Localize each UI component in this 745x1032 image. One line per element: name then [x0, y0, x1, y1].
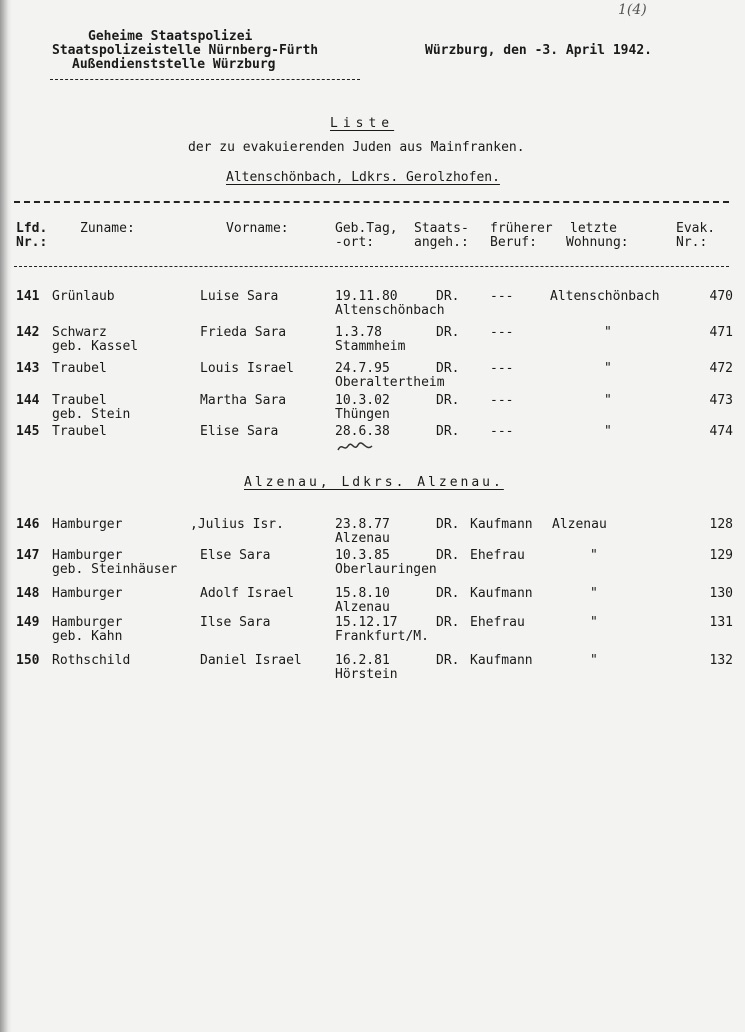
row-gebort: Alzenau	[335, 531, 390, 546]
row-zuname: Rothschild	[52, 653, 131, 668]
row-gebtag: 10.3.85	[335, 548, 390, 563]
row-zuname: Traubel	[52, 393, 107, 408]
row-wohnung: "	[590, 653, 598, 668]
section1-heading: Altenschönbach, Ldkrs. Gerolzhofen.	[226, 170, 500, 185]
row-staats: DR.	[436, 424, 460, 439]
row-staats: DR.	[436, 393, 460, 408]
row-evak: 130	[709, 586, 733, 601]
row-zuname: Grünlaub	[52, 289, 115, 304]
row-beruf: ---	[490, 393, 514, 408]
row-gebort: Oberaltertheim	[335, 375, 445, 390]
row-staats: DR.	[436, 517, 460, 532]
header-line3: Außendienststelle Würzburg	[72, 57, 276, 72]
row-zuname: Hamburger	[52, 548, 123, 563]
row-zuname-geb: geb. Stein	[52, 407, 131, 422]
section2-heading: Alzenau, Ldkrs. Alzenau.	[244, 475, 504, 490]
col-geb-header: Geb.Tag,	[335, 221, 398, 236]
row-zuname-geb: geb. Kassel	[52, 339, 139, 354]
row-nr: 144	[16, 393, 40, 408]
row-wohnung: Alzenau	[552, 517, 607, 532]
row-wohnung: Altenschönbach	[550, 289, 660, 304]
col-staats-header-2: angeh.:	[414, 235, 469, 250]
row-zuname: Hamburger	[52, 586, 123, 601]
row-vorname: Ilse Sara	[200, 615, 271, 630]
row-evak: 471	[709, 325, 733, 340]
header-line2: Staatspolizeistelle Nürnberg-Fürth	[52, 43, 319, 58]
row-gebtag: 24.7.95	[335, 361, 390, 376]
row-gebort: Thüngen	[335, 407, 390, 422]
table-header-rule	[14, 266, 729, 267]
row-wohnung: "	[604, 325, 612, 340]
row-vorname: Luise Sara	[200, 289, 279, 304]
col-zuname-header: Zuname:	[80, 221, 135, 236]
row-beruf: Kaufmann	[470, 517, 533, 532]
row-evak: 474	[709, 424, 733, 439]
row-evak: 131	[709, 615, 733, 630]
row-gebtag: 10.3.02	[335, 393, 390, 408]
row-wohnung: "	[590, 615, 598, 630]
row-zuname: Traubel	[52, 424, 107, 439]
row-zuname: Hamburger	[52, 517, 123, 532]
row-vorname: Else Sara	[200, 548, 271, 563]
col-wohnung-header-2: Wohnung:	[566, 235, 629, 250]
col-lfd-header: Lfd.	[16, 221, 48, 236]
corner-annotation: 1(4)	[618, 2, 647, 18]
document-title: Liste	[330, 116, 395, 131]
row-evak: 472	[709, 361, 733, 376]
row-evak: 470	[709, 289, 733, 304]
row-wohnung: "	[590, 586, 598, 601]
row-evak: 473	[709, 393, 733, 408]
row-vorname: Martha Sara	[200, 393, 287, 408]
row-gebtag: 16.2.81	[335, 653, 390, 668]
col-lfd-header-2: Nr.:	[16, 235, 48, 250]
row-gebort: Stammheim	[335, 339, 406, 354]
document-subtitle: der zu evakuierenden Juden aus Mainfranken.	[188, 140, 525, 155]
header-date: Würzburg, den -3. April 1942.	[425, 43, 652, 58]
row-zuname-geb: geb. Kahn	[52, 629, 123, 644]
header-line1: Geheime Staatspolizei	[88, 29, 253, 44]
handwritten-scribble	[336, 440, 376, 454]
col-evak-header-2: Nr.:	[676, 235, 708, 250]
scan-edge	[0, 0, 12, 1032]
col-beruf-header-2: Beruf:	[490, 235, 537, 250]
row-zuname: Schwarz	[52, 325, 107, 340]
row-beruf: ---	[490, 424, 514, 439]
header-rule	[50, 79, 360, 80]
col-wohnung-header: letzte	[570, 221, 617, 236]
row-nr: 149	[16, 615, 40, 630]
row-vorname: Louis Israel	[200, 361, 294, 376]
row-beruf: ---	[490, 361, 514, 376]
row-wohnung: "	[590, 548, 598, 563]
row-gebort: Oberlauringen	[335, 562, 437, 577]
row-gebort: Altenschönbach	[335, 303, 445, 318]
row-staats: DR.	[436, 548, 460, 563]
col-evak-header: Evak.	[676, 221, 716, 236]
col-staats-header: Staats-	[414, 221, 469, 236]
row-vorname: Frieda Sara	[200, 325, 287, 340]
row-gebtag: 23.8.77	[335, 517, 390, 532]
row-beruf: Ehefrau	[470, 548, 525, 563]
col-beruf-header: früherer	[490, 221, 553, 236]
row-nr: 146	[16, 517, 40, 532]
row-vorname: Daniel Israel	[200, 653, 302, 668]
row-beruf: Kaufmann	[470, 586, 533, 601]
row-zuname: Hamburger	[52, 615, 123, 630]
row-vorname: Elise Sara	[200, 424, 279, 439]
row-zuname: Traubel	[52, 361, 107, 376]
table-top-rule	[14, 201, 729, 203]
col-geb-header-2: -ort:	[335, 235, 375, 250]
row-evak: 129	[709, 548, 733, 563]
row-zuname-geb: geb. Steinhäuser	[52, 562, 178, 577]
row-nr: 150	[16, 653, 40, 668]
row-staats: DR.	[436, 289, 460, 304]
row-vorname: ,Julius Isr.	[190, 517, 284, 532]
row-vorname: Adolf Israel	[200, 586, 294, 601]
row-gebtag: 15.8.10	[335, 586, 390, 601]
row-staats: DR.	[436, 615, 460, 630]
row-nr: 143	[16, 361, 40, 376]
row-wohnung: "	[604, 393, 612, 408]
row-staats: DR.	[436, 653, 460, 668]
row-evak: 128	[709, 517, 733, 532]
col-vorname-header: Vorname:	[226, 221, 289, 236]
row-wohnung: "	[604, 424, 612, 439]
row-staats: DR.	[436, 361, 460, 376]
row-gebort: Alzenau	[335, 600, 390, 615]
row-wohnung: "	[604, 361, 612, 376]
row-gebtag: 1.3.78	[335, 325, 382, 340]
row-gebort: Frankfurt/M.	[335, 629, 429, 644]
row-beruf: ---	[490, 289, 514, 304]
row-staats: DR.	[436, 586, 460, 601]
row-nr: 142	[16, 325, 40, 340]
row-gebort: Hörstein	[335, 667, 398, 682]
row-nr: 147	[16, 548, 40, 563]
row-nr: 145	[16, 424, 40, 439]
row-gebtag: 19.11.80	[335, 289, 398, 304]
row-beruf: Ehefrau	[470, 615, 525, 630]
row-beruf: ---	[490, 325, 514, 340]
row-evak: 132	[709, 653, 733, 668]
row-nr: 141	[16, 289, 40, 304]
row-beruf: Kaufmann	[470, 653, 533, 668]
row-gebtag: 15.12.17	[335, 615, 398, 630]
row-gebtag: 28.6.38	[335, 424, 390, 439]
row-nr: 148	[16, 586, 40, 601]
row-staats: DR.	[436, 325, 460, 340]
